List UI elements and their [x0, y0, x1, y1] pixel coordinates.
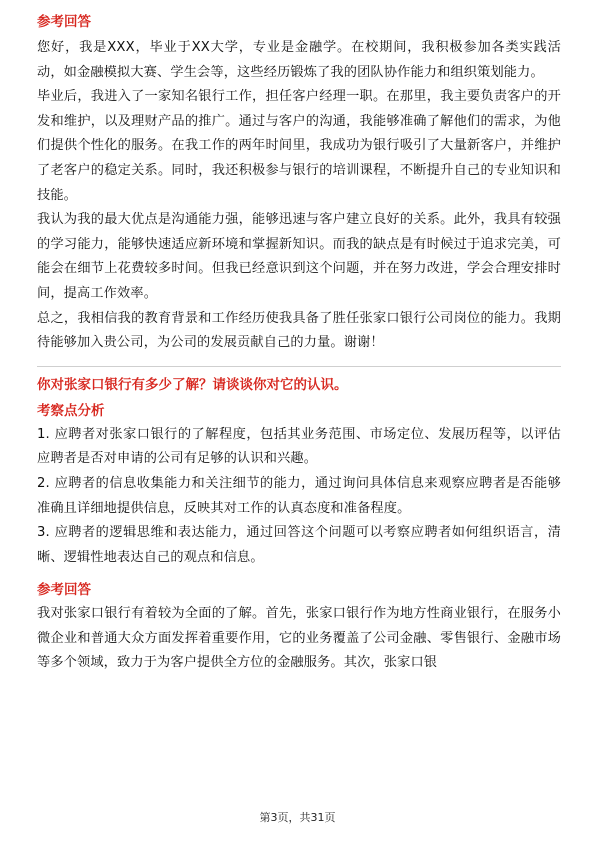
answer-heading: 参考回答	[37, 14, 91, 30]
page-indicator: 第3页，共31页	[259, 811, 336, 824]
page-footer	[0, 809, 595, 825]
answer-heading: 参考回答	[37, 582, 91, 599]
answer-paragraph: 我对张家口银行有着较为全面的了解。首先，张家口银行作为地方性商业银行，在服务小微企业和普通大众方面发挥着重要作用，它的业务覆盖了公司金融、零售银行、金融市场等多个领域，致力于为客户提供全方位的金融服务。其次，张家口银	[37, 606, 561, 671]
section-divider	[37, 366, 561, 367]
analysis-heading: 考察点分析	[37, 402, 105, 419]
answer-paragraph: 您好，我是XXX，毕业于XX大学，专业是金融学。在校期间，我积极参加各类实践活动，如金融模拟大赛、学生会等，这些经历锻炼了我的团队协作能力和组织策划能力。	[37, 40, 561, 80]
document-page	[37, 12, 561, 676]
answer-paragraph: 我认为我的最大优点是沟通能力强，能够迅速与客户建立良好的关系。此外，我具有较强的学习能力，能够快速适应新环境和掌握新知识。而我的缺点是有时候过于追求完美，可能会在细节上花费较多时间。但我已经意识到这个问题，并在努力改进，学会合理安排时间，提高工作效率。	[37, 212, 561, 301]
question-heading: 你对张家口银行有多少了解？请谈谈你对它的认识。	[37, 376, 348, 393]
answer-paragraph: 总之，我相信我的教育背景和工作经历使我具备了胜任张家口银行公司岗位的能力。我期待能够加入贵公司，为公司的发展贡献自己的力量。谢谢！	[37, 310, 561, 351]
section-two	[37, 375, 561, 676]
analysis-point: 3. 应聘者的逻辑思维和表达能力，通过回答这个问题可以考察应聘者如何组织语言，清晰、逻辑性地表达自己的观点和信息。	[37, 525, 561, 565]
answer-paragraph: 毕业后，我进入了一家知名银行工作，担任客户经理一职。在那里，我主要负责客户的开发和维护，以及理财产品的推广。通过与客户的沟通，我能够准确了解他们的需求，为他们提供个性化的服务。在我工作的两年时间里，我成功为银行吸引了大量新客户，并维护了老客户的稳定关系。同时，我还积极参与银行的培训课程，不断提升自己的专业知识和技能。	[37, 89, 561, 203]
analysis-point: 1. 应聘者对张家口银行的了解程度，包括其业务范围、市场定位、发展历程等，以评估应聘者是否对申请的公司有足够的认识和兴趣。	[37, 426, 561, 467]
analysis-point: 2. 应聘者的信息收集能力和关注细节的能力，通过询问具体信息来观察应聘者是否能够准确且详细地提供信息，反映其对工作的认真态度和准备程度。	[37, 475, 561, 516]
section-one	[37, 12, 561, 356]
